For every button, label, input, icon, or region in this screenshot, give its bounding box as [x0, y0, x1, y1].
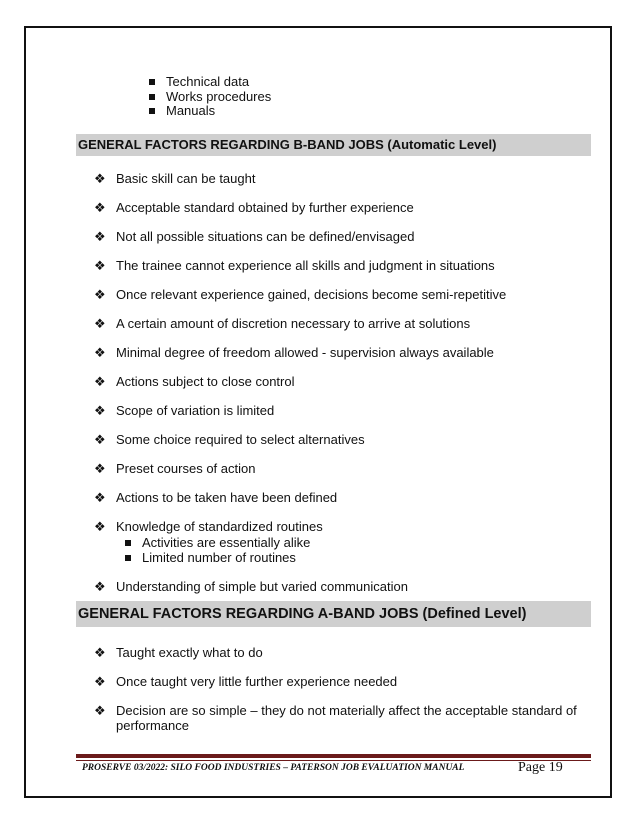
list-item: Activities are essentially alike [116, 536, 594, 551]
list-item [94, 258, 594, 273]
diamond-bullet-icon: ❖ [94, 200, 106, 215]
list-item-text: Once relevant experience gained, decisions become semi-repetitive [116, 287, 507, 302]
b-band-factor-list [94, 171, 594, 608]
list-item: Technical data [144, 75, 271, 90]
diamond-bullet-icon: ❖ [94, 490, 106, 505]
section-heading-a-band: GENERAL FACTORS REGARDING A-BAND JOBS (Defined Level) [76, 601, 591, 627]
list-item [94, 519, 594, 565]
diamond-bullet-icon: ❖ [94, 287, 106, 302]
a-band-factor-list [94, 645, 594, 747]
square-bullet-icon [149, 79, 155, 85]
list-item-text: A certain amount of discretion necessary to arrive at solutions [116, 316, 471, 331]
list-item: Limited number of routines [116, 551, 594, 566]
diamond-bullet-icon: ❖ [94, 171, 106, 186]
list-item-text: Actions to be taken have been defined [116, 490, 338, 505]
list-item [94, 645, 594, 660]
list-item-text: The trainee cannot experience all skills and judgment in situations [116, 258, 495, 273]
list-item [94, 461, 594, 476]
diamond-bullet-icon: ❖ [94, 229, 106, 244]
list-item-text: Basic skill can be taught [116, 171, 256, 186]
section-heading-b-band: GENERAL FACTORS REGARDING B-BAND JOBS (Automatic Level) [76, 134, 591, 156]
list-item-text: Knowledge of standardized routines [116, 519, 323, 534]
list-item [94, 345, 594, 360]
list-item-text: Minimal degree of freedom allowed - supervision always available [116, 345, 494, 360]
diamond-bullet-icon: ❖ [94, 316, 106, 331]
square-bullet-icon [125, 540, 131, 546]
list-item [94, 229, 594, 244]
list-item-text: Scope of variation is limited [116, 403, 275, 418]
top-bullet-list [144, 75, 271, 119]
diamond-bullet-icon: ❖ [94, 403, 106, 418]
list-item [94, 432, 594, 447]
list-item [94, 374, 594, 389]
diamond-bullet-icon: ❖ [94, 258, 106, 273]
list-item-text: Not all possible situations can be defined/envisaged [116, 229, 415, 244]
list-item [94, 200, 594, 215]
diamond-bullet-icon: ❖ [94, 519, 106, 534]
list-item-text: Decision are so simple – they do not materially affect the acceptable standard of performance [116, 703, 577, 733]
list-item [94, 171, 594, 186]
list-item: Manuals [144, 104, 271, 119]
list-item [94, 287, 594, 302]
list-item [94, 490, 594, 505]
list-item-text: Preset courses of action [116, 461, 256, 476]
diamond-bullet-icon: ❖ [94, 374, 106, 389]
list-item [94, 674, 594, 689]
diamond-bullet-icon: ❖ [94, 432, 106, 447]
list-item: Works procedures [144, 90, 271, 105]
list-item-text: Once taught very little further experience needed [116, 674, 398, 689]
diamond-bullet-icon: ❖ [94, 645, 106, 660]
square-bullet-icon [149, 108, 155, 114]
diamond-bullet-icon: ❖ [94, 703, 106, 718]
page-frame [24, 26, 612, 798]
diamond-bullet-icon: ❖ [94, 461, 106, 476]
footer-text: PROSERVE 03/2022: SILO FOOD INDUSTRIES – PATERSON JOB EVALUATION MANUAL [82, 763, 465, 773]
page-content [26, 28, 610, 796]
list-item [94, 579, 594, 594]
square-bullet-icon [125, 555, 131, 561]
diamond-bullet-icon: ❖ [94, 579, 106, 594]
list-item [94, 316, 594, 331]
diamond-bullet-icon: ❖ [94, 345, 106, 360]
footer-rule [76, 754, 591, 758]
footer-rule-thin [76, 760, 591, 761]
page-number: Page 19 [518, 760, 563, 775]
list-item [94, 703, 594, 733]
square-bullet-icon [149, 94, 155, 100]
list-item-text: Acceptable standard obtained by further experience [116, 200, 414, 215]
list-item [94, 403, 594, 418]
list-item-text: Understanding of simple but varied communication [116, 579, 408, 594]
list-item-text: Taught exactly what to do [116, 645, 263, 660]
sub-bullet-list [116, 536, 594, 565]
diamond-bullet-icon: ❖ [94, 674, 106, 689]
list-item-text: Some choice required to select alternatives [116, 432, 365, 447]
list-item-text: Actions subject to close control [116, 374, 295, 389]
